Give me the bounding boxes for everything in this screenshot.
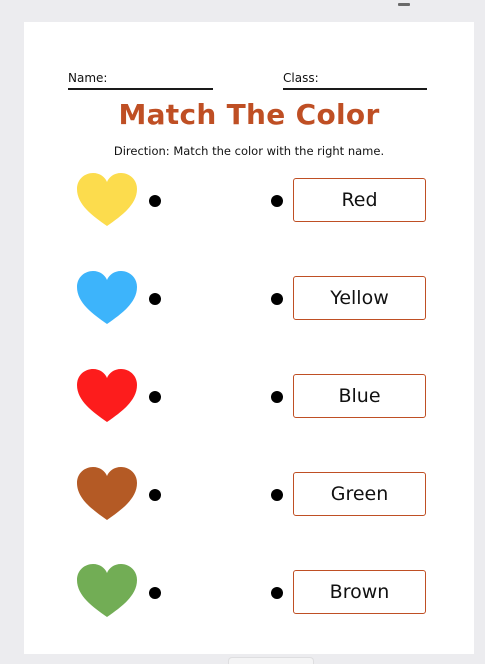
match-dot-left[interactable] [149,587,161,599]
heart-icon [75,466,139,522]
worksheet-page [24,22,474,654]
match-dot-right[interactable] [271,489,283,501]
match-dot-left[interactable] [149,293,161,305]
match-dot-right[interactable] [271,293,283,305]
color-name-label: Yellow [330,287,389,309]
class-field[interactable] [283,68,427,90]
color-name-label: Green [330,483,389,505]
heart-icon [75,563,139,619]
heart-shape [77,467,137,520]
window-indicator [398,3,410,6]
color-name-label: Brown [329,581,390,603]
page-title: Match The Color [118,98,380,131]
match-dot-left[interactable] [149,391,161,403]
color-name-box[interactable] [293,374,426,418]
color-name-box[interactable] [293,178,426,222]
heart-icon [75,368,139,424]
heart-icon [75,270,139,326]
color-name-box[interactable] [293,276,426,320]
color-name-box[interactable] [293,472,426,516]
color-name-box[interactable] [293,570,426,614]
match-dot-right[interactable] [271,195,283,207]
direction-text: Direction: Match the color with the right name. [113,144,385,158]
heart-shape [77,369,137,422]
match-dot-left[interactable] [149,195,161,207]
heart-shape [77,173,137,226]
class-label: Class: [283,71,319,85]
match-dot-right[interactable] [271,391,283,403]
heart-shape [77,564,137,617]
color-name-label: Red [341,189,378,211]
name-label: Name: [68,71,108,85]
name-field[interactable] [68,68,213,90]
match-dot-left[interactable] [149,489,161,501]
heart-icon [75,172,139,228]
bottom-tab [228,657,314,664]
heart-shape [77,271,137,324]
match-dot-right[interactable] [271,587,283,599]
color-name-label: Blue [338,385,381,407]
